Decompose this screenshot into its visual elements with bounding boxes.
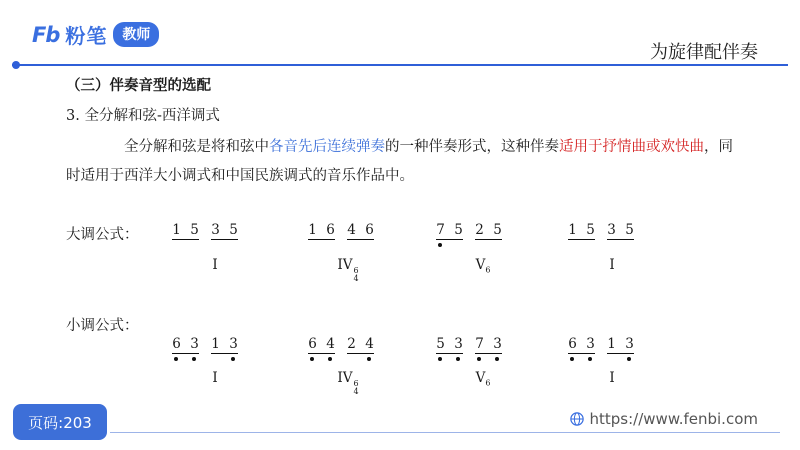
minor-formula-label: 小调公式： [66, 318, 139, 334]
note: 4 [347, 222, 356, 238]
beam [568, 353, 595, 354]
chord-base: I [609, 257, 615, 273]
beam [475, 353, 502, 354]
chord-sup: 6 [353, 266, 359, 275]
chord-symbol [476, 370, 491, 388]
note: 1 [568, 222, 577, 238]
beam [607, 353, 634, 354]
note-low-dot: 3 [625, 336, 634, 352]
paragraph-text: 全分解和弦是将和弦中 [124, 139, 269, 155]
beam [211, 353, 238, 354]
note: 3 [607, 222, 616, 238]
chord-symbol [609, 257, 614, 273]
note: 5 [190, 222, 199, 238]
fenbi-logo [32, 20, 159, 49]
chord-sup: 6 [353, 379, 359, 388]
note-low-dot: 3 [229, 336, 238, 352]
minor-notation-group-2 [308, 336, 374, 354]
note: 1 [607, 336, 616, 352]
chord-base: I [212, 370, 218, 386]
note-low-dot: 4 [326, 336, 335, 352]
chord-symbol [337, 257, 358, 283]
beam [172, 239, 199, 240]
section-heading: （三）伴奏音型的选配 [66, 77, 211, 94]
chord-symbol [212, 257, 217, 273]
note-low-dot: 3 [493, 336, 502, 352]
website-link[interactable] [566, 410, 762, 428]
chord-figures [354, 380, 359, 396]
note-low-dot: 7 [436, 222, 445, 238]
footer-divider [110, 432, 780, 433]
note: 5 [625, 222, 634, 238]
beam [347, 353, 374, 354]
chord-base: IV [337, 257, 353, 273]
note-group [568, 222, 595, 240]
note-group [172, 222, 199, 240]
beam [475, 239, 502, 240]
beam [172, 353, 199, 354]
subsection-heading: 3. 全分解和弦-西洋调式 [66, 108, 220, 124]
beam [308, 239, 335, 240]
note: 5 [229, 222, 238, 238]
highlight-blue-text: 各音先后连续弹奏 [269, 139, 385, 155]
note-group [607, 336, 634, 354]
note: 5 [586, 222, 595, 238]
note-group [172, 336, 199, 354]
note-low-dot: 6 [172, 336, 181, 352]
body-paragraph [66, 133, 736, 191]
note-low-dot: 6 [308, 336, 317, 352]
paragraph-text: ，同时适用于西洋大小调式和中国民族调式的音乐作品中。 [66, 139, 733, 184]
note-low-dot: 3 [586, 336, 595, 352]
note-group [436, 336, 463, 354]
note: 1 [172, 222, 181, 238]
chord-symbol [212, 370, 217, 386]
website-url[interactable]: https://www.fenbi.com [589, 410, 758, 428]
chord-sub: 4 [353, 274, 359, 283]
beam [436, 353, 463, 354]
note: 5 [454, 222, 463, 238]
chord-symbol [337, 370, 358, 396]
note-group [347, 222, 374, 240]
note: 6 [326, 222, 335, 238]
note-low-dot: 3 [454, 336, 463, 352]
chord-symbol [609, 370, 614, 386]
note-group [308, 336, 335, 354]
beam [436, 239, 463, 240]
logo-brand: 粉笔 [65, 24, 108, 48]
major-notation-group-4 [568, 222, 634, 240]
note-group [475, 222, 502, 240]
note-group [308, 222, 335, 240]
chord-figures [354, 267, 359, 283]
note-low-dot: 3 [190, 336, 199, 352]
note-group [607, 222, 634, 240]
slide-title: 为旋律配伴奏 [650, 42, 758, 63]
chord-base: V [475, 370, 486, 386]
logo-teacher-badge: 教师 [113, 22, 159, 47]
chord-sub: 6 [485, 378, 491, 388]
minor-notation-group-4 [568, 336, 634, 354]
chord-base: I [609, 370, 615, 386]
note-group [347, 336, 374, 354]
beam [607, 239, 634, 240]
page-number-badge: 页码:203 [13, 404, 107, 440]
note: 6 [365, 222, 374, 238]
note-group [211, 336, 238, 354]
note-low-dot: 7 [475, 336, 484, 352]
highlight-red-text: 适用于抒情曲或欢快曲 [559, 139, 704, 155]
note: 5 [493, 222, 502, 238]
minor-notation-group-1 [172, 336, 238, 354]
chord-symbol [476, 257, 491, 275]
note-low-dot: 4 [365, 336, 374, 352]
logo-mark: Fb [32, 22, 60, 47]
note: 2 [475, 222, 484, 238]
note: 3 [211, 222, 220, 238]
chord-sub: 4 [353, 387, 359, 396]
globe-icon [570, 412, 584, 426]
beam [308, 353, 335, 354]
beam [211, 239, 238, 240]
major-notation-group-3 [436, 222, 502, 240]
paragraph-text: 的一种伴奏形式，这种伴奏 [385, 139, 559, 155]
major-notation-group-1 [172, 222, 238, 240]
major-notation-group-2 [308, 222, 374, 240]
note: 1 [308, 222, 317, 238]
note: 1 [211, 336, 220, 352]
chord-base: V [475, 257, 486, 273]
note-low-dot: 5 [436, 336, 445, 352]
minor-notation-group-3 [436, 336, 502, 354]
note-group [211, 222, 238, 240]
chord-base: I [212, 257, 218, 273]
chord-base: IV [337, 370, 353, 386]
beam [347, 239, 374, 240]
beam [568, 239, 595, 240]
note: 2 [347, 336, 356, 352]
note-group [436, 222, 463, 240]
note-group [568, 336, 595, 354]
note-low-dot: 6 [568, 336, 577, 352]
header-divider [12, 64, 788, 66]
chord-sub: 6 [485, 265, 491, 275]
major-formula-label: 大调公式： [66, 227, 139, 243]
note-group [475, 336, 502, 354]
